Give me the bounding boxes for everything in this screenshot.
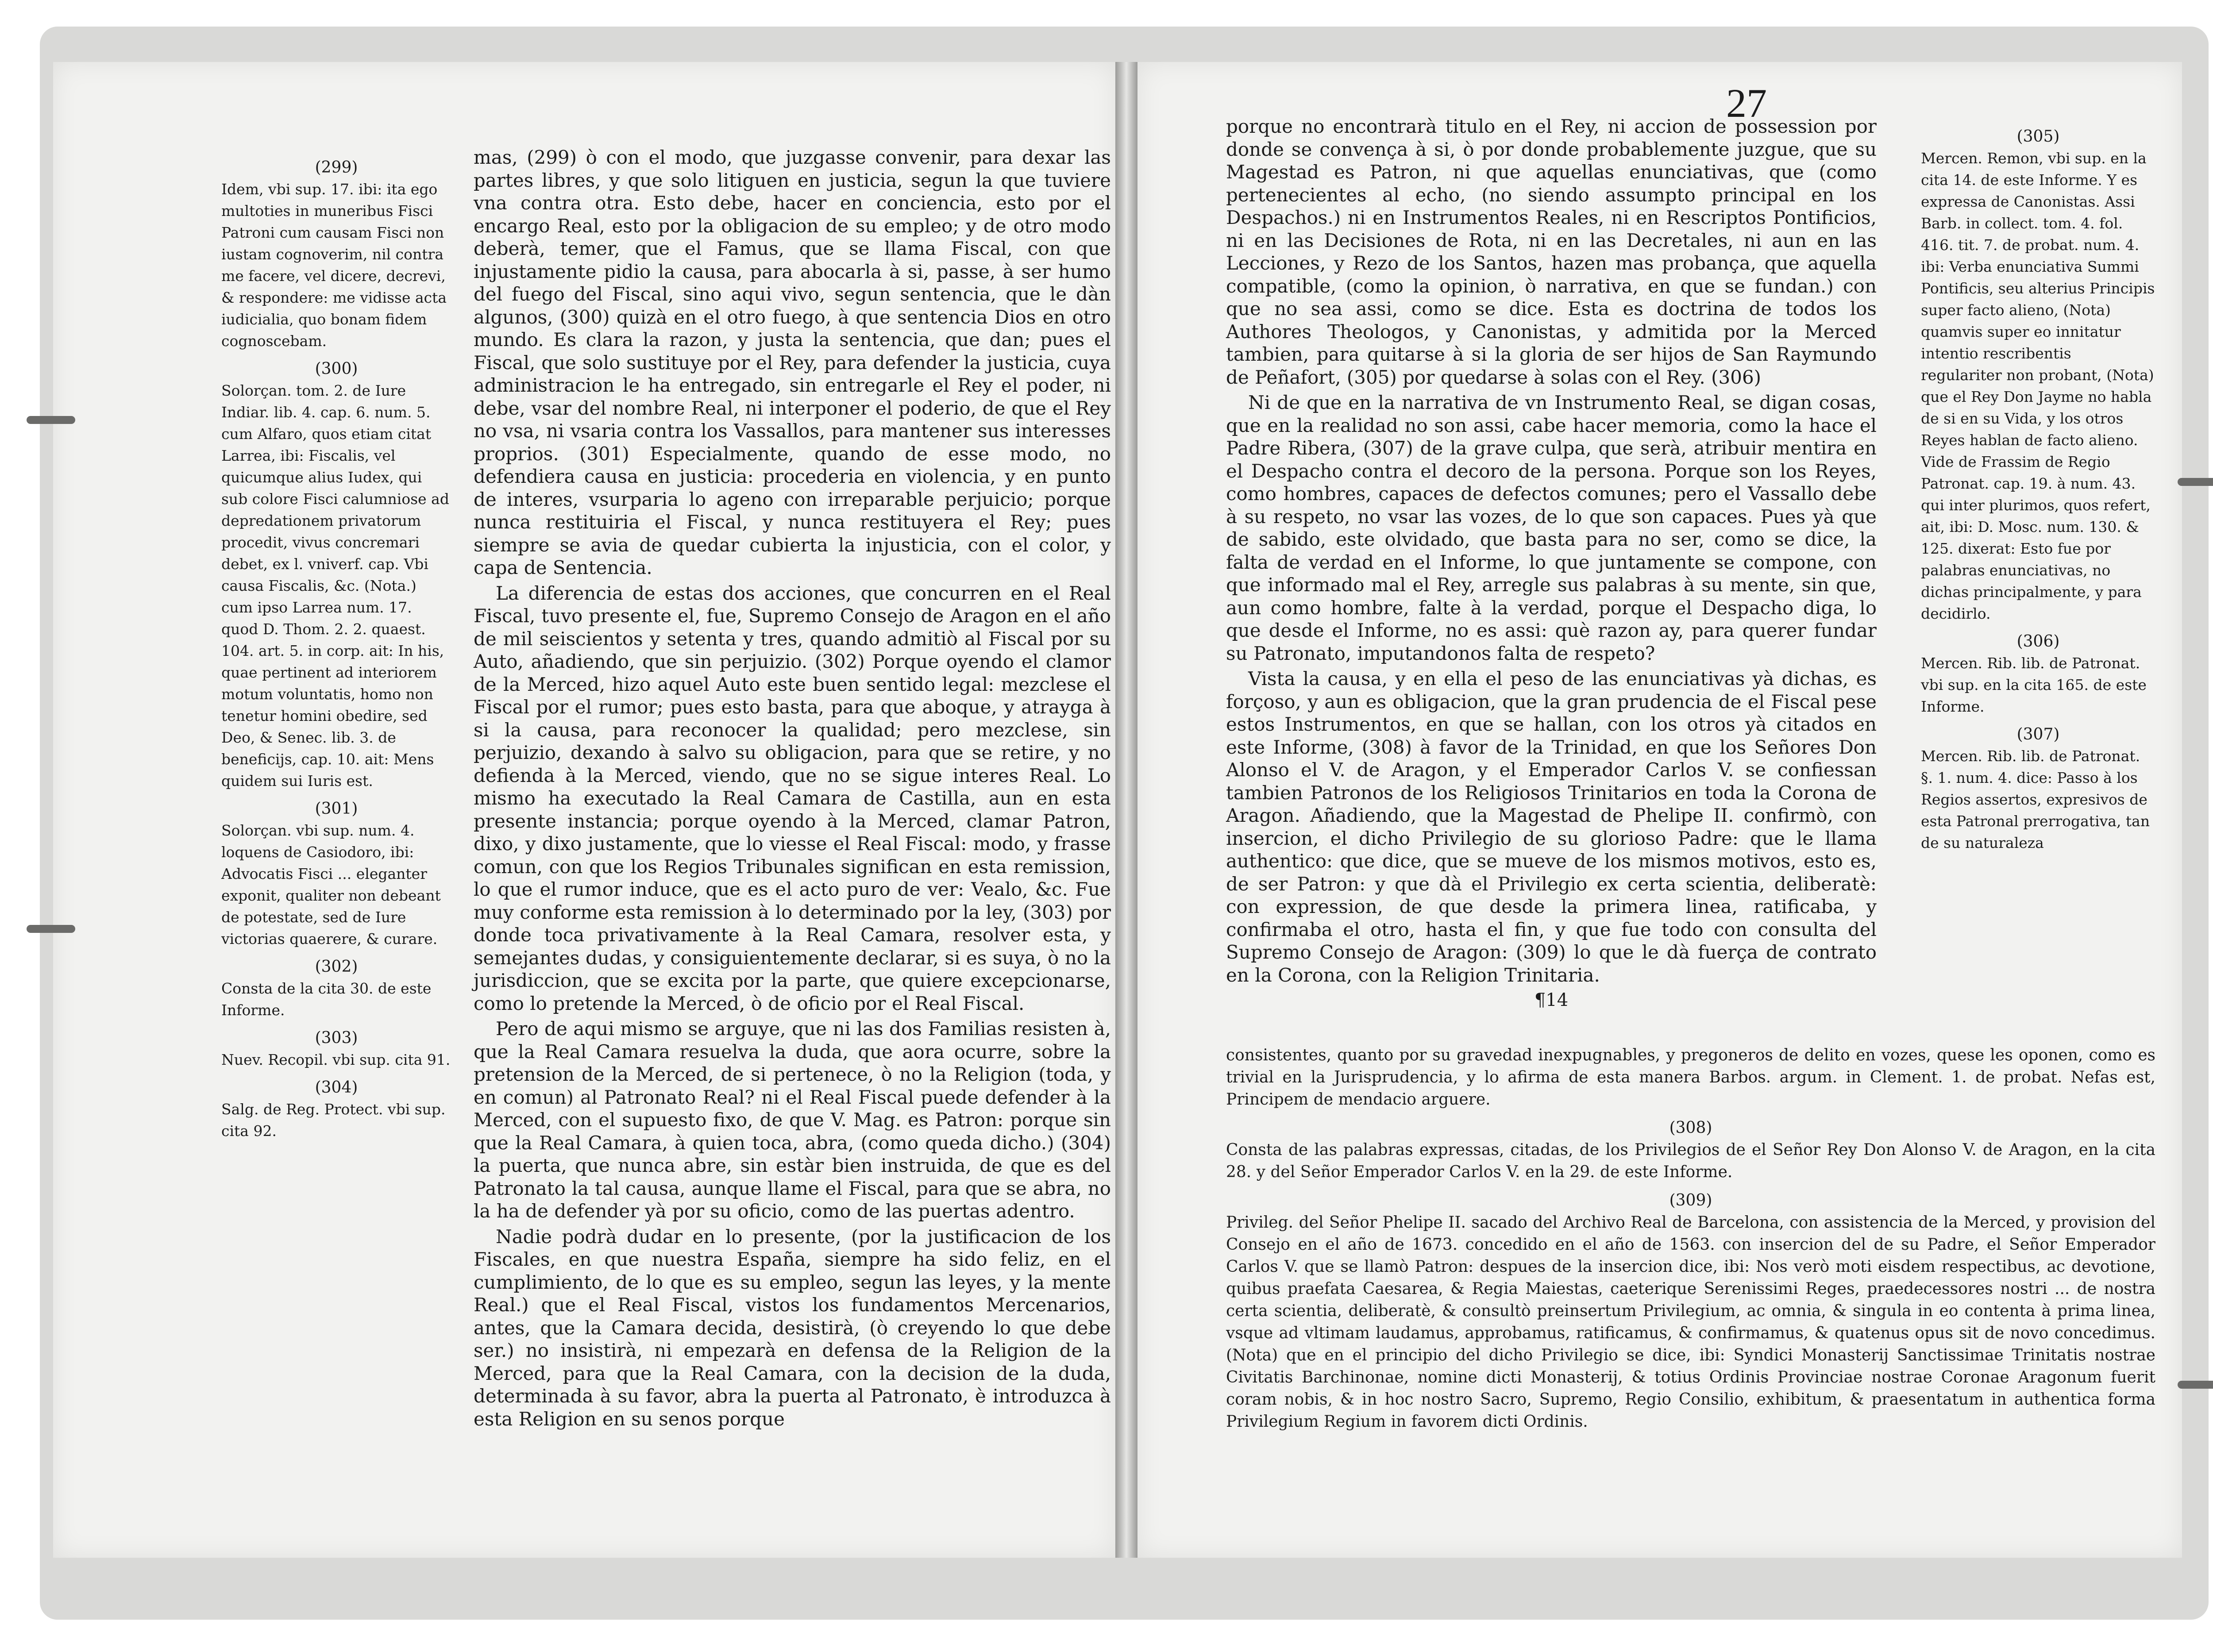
- note-number: (309): [1669, 1191, 1712, 1209]
- binding-tie: [2178, 478, 2213, 486]
- right-page: [1137, 62, 2182, 1558]
- paragraph: porque no encontrarà titulo en el Rey, ni accion de possession por donde se convença à si, ò por donde probablemente juzgue, que su Magestad es Patron, ni que aquellas enunciativas, que (como pertenecientes al echo, (no siendo assumpto principal en los Despachos.) ni en Instrumentos Reales, ni en Rescriptos Pontificios, ni en las Decisiones de Rota, ni en las Decretales, ni aun en las Lecciones, y Rezo de los Santos, hazen mas probança, que aquella compatible, (como la opinion, ò narrativa, en que se fundan.) con que no sea assi, como se dice. Esta es doctrina de todos los Authores Theologos, y Canonistas, y admitida por la Merced tambien, para quitarse à si la gloria de ser hijos de San Raymundo de Peñafort, (305) por quedarse à solas con el Rey. (306): [1226, 116, 1877, 388]
- note-number: (305): [2016, 127, 2060, 146]
- note-text: Privileg. del Señor Phelipe II. sacado del Archivo Real de Barcelona, con assistencia de la Merced, y provision del Consejo en el año de 1673. concedido en el año de 1563. con insercion del de su Padre, el Señor Emperador Carlos V. que se llamò Patron: despues de la insercion dice, ibi: Nos verò moti eisdem respectibus, ac devotione, quibus praefata Caesarea, & Regia Maiestas, caeterique Serenissimi Reges, praedecessores nostri ... de nostra certa scientia, deliberatè, & consultò preinsertum Privilegium, ac omnia, & singula in eo contenta à prima linea, vsque ad vltimam laudamus, approbamus, ratificamus, & confirmamus, & quatenus opus sit de novo concedimus. (Nota) que en el principio del dicho Privilegio se dice, ibi: Syndici Monasterij Sanctissimae Trinitatis nostrae Civitatis Barchinonae, nomine dicti Monasterij, & totius Ordinis Provinciae nostrae Coronae Aragonum fuerit coram nobis, & in hoc nostro Sacro, Supremo, Regio Consilio, exhibitum, & praesentatum in authentica forma Privilegium Regium in favorem dicti Ordinis.: [1226, 1213, 2155, 1431]
- note-number: (303): [315, 1029, 358, 1047]
- note-number: (302): [315, 958, 358, 976]
- paragraph: La diferencia de estas dos acciones, que concurren en el Real Fiscal, tuvo presente el, fue, Supremo Consejo de Aragon en el año de mil seiscientos y setenta y tres, quando admitiò al Fiscal por su Auto, añadiendo, que sin perjuizio. (302) Porque oyendo el clamor de la Merced, hizo aquel Auto este buen sentido legal: mezclese el Fiscal por el rumor; pues esto basta, para que aboque, y atrayga à si la causa, para reconocer la qualidad; pero mezclese, sin perjuizio, dexando à salvo su obligacion, para que se retire, y no defienda à la Merced, viendo, que no se sigue interes Real. Lo mismo ha executado la Real Camara de Castilla, aun en esta presente instancia; porque oyendo à la Merced, clamar Patron, dixo, y dixo justamente, que lo viesse el Real Fiscal: modo, y frasse comun, con que los Regios Tribunales significan en esta remission, lo que el rumor induce, que es el acto puro de ver: Vealo, &c. Fue muy conforme esta remission à lo determinado por la ley, (303) por donde toca privativamente à la Real Camara, resolver esta, y semejantes dudas, y consiguientemente declarar, si es suya, ò no la jurisdiccion, que se excita por la parte, que quiere excepcionarse, como lo pretende la Merced, ò de oficio por el Real Fiscal.: [474, 582, 1111, 1014]
- binding-tie: [27, 925, 75, 933]
- note-text: Consta de las palabras expressas, citadas, de los Privilegios de el Señor Rey Don Alonso V. de Aragon, en la cita 28. y del Señor Emperador Carlos V. en la 29. de este Informe.: [1226, 1141, 2155, 1181]
- note-text: consistentes, quanto por su gravedad inexpugnables, y pregoneros de delito en vozes, quese les oponen, como es trivial en la Jurisprudencia, y lo afirma de esta manera Barbos. argum. in Clement. 1. de probat. Nefas est, Principem de mendacio arguere.: [1226, 1046, 2155, 1109]
- left-page: [53, 62, 1117, 1558]
- paragraph: Pero de aqui mismo se arguye, que ni las dos Familias resisten à, que la Real Camara resuelva la duda, que aora ocurre, sobre la pretension de la Merced, de si pertenece, ò no la Religion (toda, y en comun) al Patronato Real? ni el Real Fiscal puede defender à la Merced, con el supuesto fixo, de que V. Mag. es Patron: porque sin que la Real Camara, à quien toca, abra, (como queda dicho.) (304) la puerta, que nunca abre, sin estàr bien instruida, de que es del Patronato la tal causa, aunque llame el Fiscal, para que se abra, no la ha de defender yà por su oficio, como de las puertas adentro.: [474, 1018, 1111, 1222]
- note-text: Mercen. Rib. lib. de Patronat. vbi sup. en la cita 165. de este Informe.: [1921, 655, 2147, 715]
- binding-tie: [27, 416, 75, 424]
- note-number: (301): [315, 800, 358, 818]
- paragraph: Nadie podrà dudar en lo presente, (por la justificacion de los Fiscales, en que nuestra España, siempre ha sido feliz, en el cumplimiento, de lo que es su empleo, segun las leyes, y la mente Real.) que el Real Fiscal, vistos los fundamentos Mercenarios, antes, que la Camara decida, desistirà, (ò creyendo lo que debe ser.) no insistirà, ni empezarà en defensa de la Religion de la Merced, para que la Real Camara, con la decision de la duda, determinada à su favor, abra la puerta al Patronato, è introduzca à esta Religion en su senos porque: [474, 1225, 1111, 1430]
- note-text: Mercen. Remon, vbi sup. en la cita 14. de este Informe. Y es expressa de Canonistas. Assi Barb. in collect. tom. 4. fol. 416. tit. 7. de probat. num. 4. ibi: Verba enunciativa Summi Pontificis, seu alterius Principis super facto alieno, (Nota) quamvis super eo innitatur intentio rescribentis regulariter non probant, (Nota) que el Rey Don Jayme no habla de si en su Vida, y los otros Reyes hablan de facto alieno. Vide de Frassim de Regio Patronat. cap. 19. à num. 43. qui inter plurimos, quos refert, ait, ibi: D. Mosc. num. 130. & 125. dixerat: Esto fue por palabras enunciativas, no dichas principalmente, y para decidirlo.: [1921, 150, 2155, 622]
- book-gutter: [1115, 62, 1137, 1558]
- note-text: Solorçan. tom. 2. de Iure Indiar. lib. 4. cap. 6. num. 5. cum Alfaro, quos etiam citat Larrea, ibi: Fiscalis, vel quicumque alius Iudex, qui sub colore Fisci calumniose ad depredationem privatorum procedit, vivus concremari debet, ex l. vniverf. cap. Vbi causa Fiscalis, &c. (Nota.) cum ipso Larrea num. 17. quod D. Thom. 2. 2. quaest. 104. art. 5. in corp. ait: In his, quae pertinent ad interiorem motum voluntatis, homo non tenetur homini obedire, sed Deo, & Senec. lib. 3. de beneficijs, cap. 10. ait: Mens quidem sui Iuris est.: [221, 382, 449, 789]
- note-number: (306): [2016, 632, 2060, 651]
- left-margin-notes: [221, 150, 451, 1142]
- note-number: (304): [315, 1078, 358, 1097]
- right-margin-notes: [1921, 119, 2155, 854]
- paragraph: Ni de que en la narrativa de vn Instrumento Real, se digan cosas, que en la realidad no son assi, cabe hacer memoria, como la hace el Padre Ribera, (307) de la grave culpa, que serà, atribuir mentira en el Despacho contra el decoro de la persona. Porque son los Reyes, como hombres, capaces de defectos comunes; pero el Vassallo debe à su respeto, no vsar las vozes, de lo que son capaces. Pues yà que de sabido, este olvidado, que basta para no ser, como se dice, la falta de verdad en el Informe, lo que juntamente se compone, con que informado mal el Rey, arregle sus palabras à su mente, sin que, aun como hombre, falte à la verdad, porque el Despacho diga, lo que desde el Informe, no es assi: què razon ay, para querer fundar su Patronato, imputandonos falta de respeto?: [1226, 392, 1877, 664]
- right-body-text: [1226, 115, 1877, 1014]
- binding-tie: [2178, 1381, 2213, 1389]
- note-number: (300): [315, 360, 358, 378]
- book-spread: [40, 27, 2209, 1620]
- note-number: (299): [315, 158, 358, 177]
- page-number: 27: [1726, 81, 1767, 126]
- left-body-text: [474, 146, 1111, 1433]
- note-number: (307): [2016, 725, 2060, 743]
- note-text: Solorçan. vbi sup. num. 4. loquens de Casiodoro, ibi: Advocatis Fisci ... eleganter exponit, qualiter non debeant de potestate, sed de Iure victorias quaerere, & curare.: [221, 822, 441, 947]
- note-text: Salg. de Reg. Protect. vbi sup. cita 92.: [221, 1101, 446, 1140]
- note-text: Idem, vbi sup. 17. ibi: ita ego multoties in muneribus Fisci Patroni cum causam Fisci non iustam cognoverim, nil contra me facere, vel dicere, decrevi, & respondere: me vidisse acta iudicialia, quo bonam fidem cognoscebam.: [221, 181, 447, 350]
- paragraph: mas, (299) ò con el modo, que juzgasse convenir, para dexar las partes libres, y que solo litiguen en justicia, segun la que tuviere vna contra otra. Esto debe, hacer en conciencia, esto por el encargo Real, esto por la obligacion de su empleo; y de otro modo deberà, temer, que el Famus, que se llama Fiscal, con que injustamente pidio la causa, para abocarla à si, passe, à ser humo del fuego del Fiscal, sino aqui vivo, segun sentencia, que le dàn algunos, (300) quizà en el otro fuego, à que sentencia Dios en otro mundo. Es clara la razon, y justa la sentencia, que dan; pues el Fiscal, que solo sustituye por el Rey, para defender la justicia, cuya administracion le ha entregado, sin entregarle el Rey el poder, ni debe, vsar del nombre Real, ni interponer el poderio, de que el Rey no vsa, ni vsaria contra los Vassallos, para mantener sus interesses proprios. (301) Especialmente, quando de esse modo, no defendiera causa en justicia: procederia en violencia, y en punto de interes, vsurparia lo ageno con irreparable perjuicio; porque nunca restituiria el Fiscal, y nunca restituyera el Rey; pues siempre se avia de quedar cubierta la injusticia, con el color, y capa de Sentencia.: [474, 146, 1111, 578]
- section-mark: ¶14: [1534, 990, 1569, 1010]
- bottom-notes: [1226, 1044, 2155, 1433]
- note-text: Nuev. Recopil. vbi sup. cita 91.: [221, 1051, 451, 1068]
- note-text: Consta de la cita 30. de este Informe.: [221, 980, 432, 1019]
- paragraph: Vista la causa, y en ella el peso de las enunciativas yà dichas, es forçoso, y aun es obligacion, que la gran prudencia de el Fiscal pese estos Instrumentos, en que se hallan, con los otros yà citados en este Informe, (308) à favor de la Trinidad, en que los Señores Don Alonso el V. de Aragon, y el Emperador Carlos V. se confiessan tambien Patronos de los Religiosos Trinitarios en toda la Corona de Aragon. Añadiendo, que la Magestad de Phelipe II. confirmò, con insercion, el dicho Privilegio de su glorioso Padre: que le llama authentico: que dice, que se mueve de los mismos motivos, esto es, de ser Patron: y que dà el Privilegio ex certa scientia, deliberatè: con expression, de que desde la primera linea, ratificaba, y confirmaba el otro, hasta el fin, y que fue todo con consulta del Supremo Consejo de Aragon: (309) lo que le dà fuerça de contrato en la Corona, con la Religion Trinitaria.: [1226, 668, 1877, 986]
- note-number: (308): [1669, 1119, 1712, 1137]
- note-text: Mercen. Rib. lib. de Patronat. §. 1. num. 4. dice: Passo à los Regios assertos, expresivos de esta Patronal prerrogativa, tan de su naturaleza: [1921, 747, 2150, 851]
